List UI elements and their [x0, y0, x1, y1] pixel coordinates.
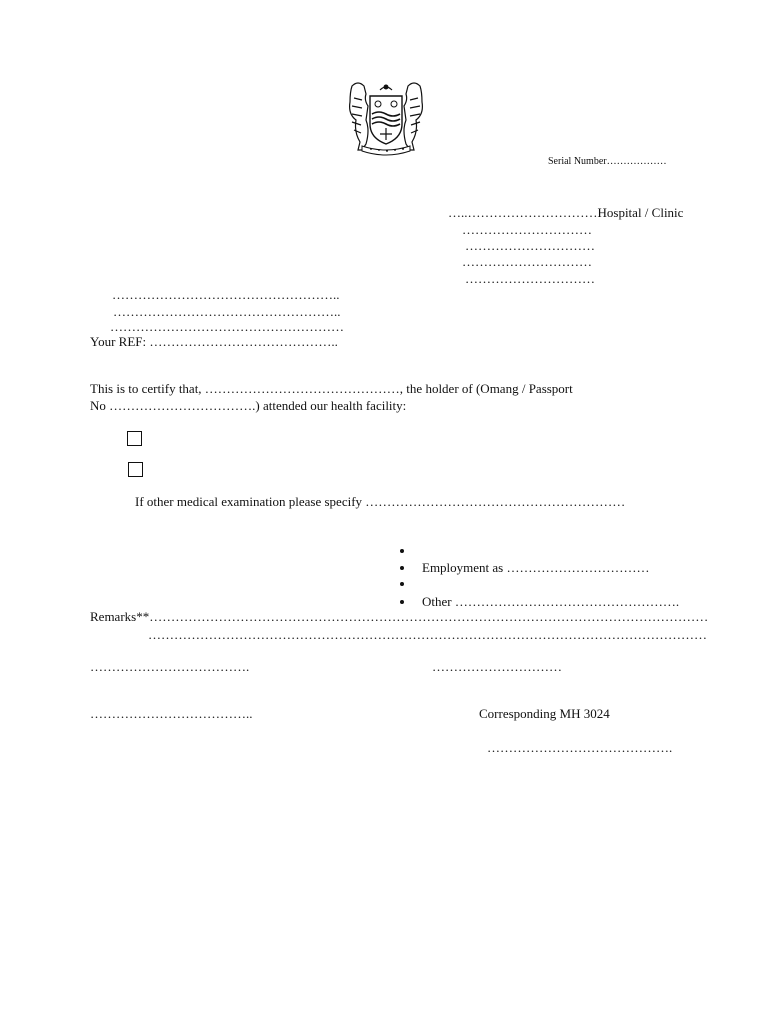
signature-line-left-1[interactable]: ……………………………….	[90, 659, 250, 674]
hospital-address-line-2[interactable]: …………………………	[465, 238, 595, 253]
remarks-field-line-2[interactable]: …………………………………………………………………………………………………………………	[148, 627, 707, 642]
recipient-address-line-3[interactable]: ………………………………………………	[110, 319, 344, 334]
employment-as-field[interactable]: Employment as ……………………………	[422, 560, 650, 575]
hospital-address-line-1[interactable]: …………………………	[462, 222, 592, 237]
other-exam-specify-field[interactable]: If other medical examination please specify ……………………………………………………	[135, 494, 626, 509]
exam-checkbox-1[interactable]	[127, 431, 142, 446]
coat-of-arms-emblem	[340, 78, 432, 156]
recipient-address-line-2[interactable]: ……………………………………………..	[113, 304, 341, 319]
other-purpose-field[interactable]: Other …………………………………………….	[422, 594, 680, 609]
bullet-item-4	[400, 600, 404, 604]
exam-checkbox-2[interactable]	[128, 462, 143, 477]
corresponding-form-label: Corresponding MH 3024	[479, 706, 610, 721]
hospital-clinic-line[interactable]: …..…………………………Hospital / Clinic	[448, 205, 684, 220]
certify-statement-line-1: This is to certify that, ………………………………………, the holder of (Omang / Passport	[90, 381, 573, 396]
signature-line-right-2[interactable]: …………………………………….	[487, 740, 673, 755]
hospital-address-line-3[interactable]: …………………………	[462, 254, 592, 269]
remarks-field-line-1[interactable]: Remarks**…………………………………………………………………………………………………………………	[90, 609, 709, 624]
signature-line-right-1[interactable]: …………………………	[432, 659, 562, 674]
signature-line-left-2[interactable]: ………………………………..	[90, 706, 253, 721]
serial-number-field[interactable]: Serial Number………………	[548, 156, 667, 167]
bullet-item-1	[400, 549, 404, 553]
hospital-address-line-4[interactable]: …………………………	[465, 271, 595, 286]
recipient-address-line-1[interactable]: ……………………………………………..	[112, 287, 340, 302]
bullet-item-2	[400, 566, 404, 570]
bullet-item-3	[400, 582, 404, 586]
certify-statement-line-2: No …………………………….) attended our health facility:	[90, 398, 407, 413]
your-ref-field[interactable]: Your REF: ……………………………………..	[90, 334, 338, 349]
